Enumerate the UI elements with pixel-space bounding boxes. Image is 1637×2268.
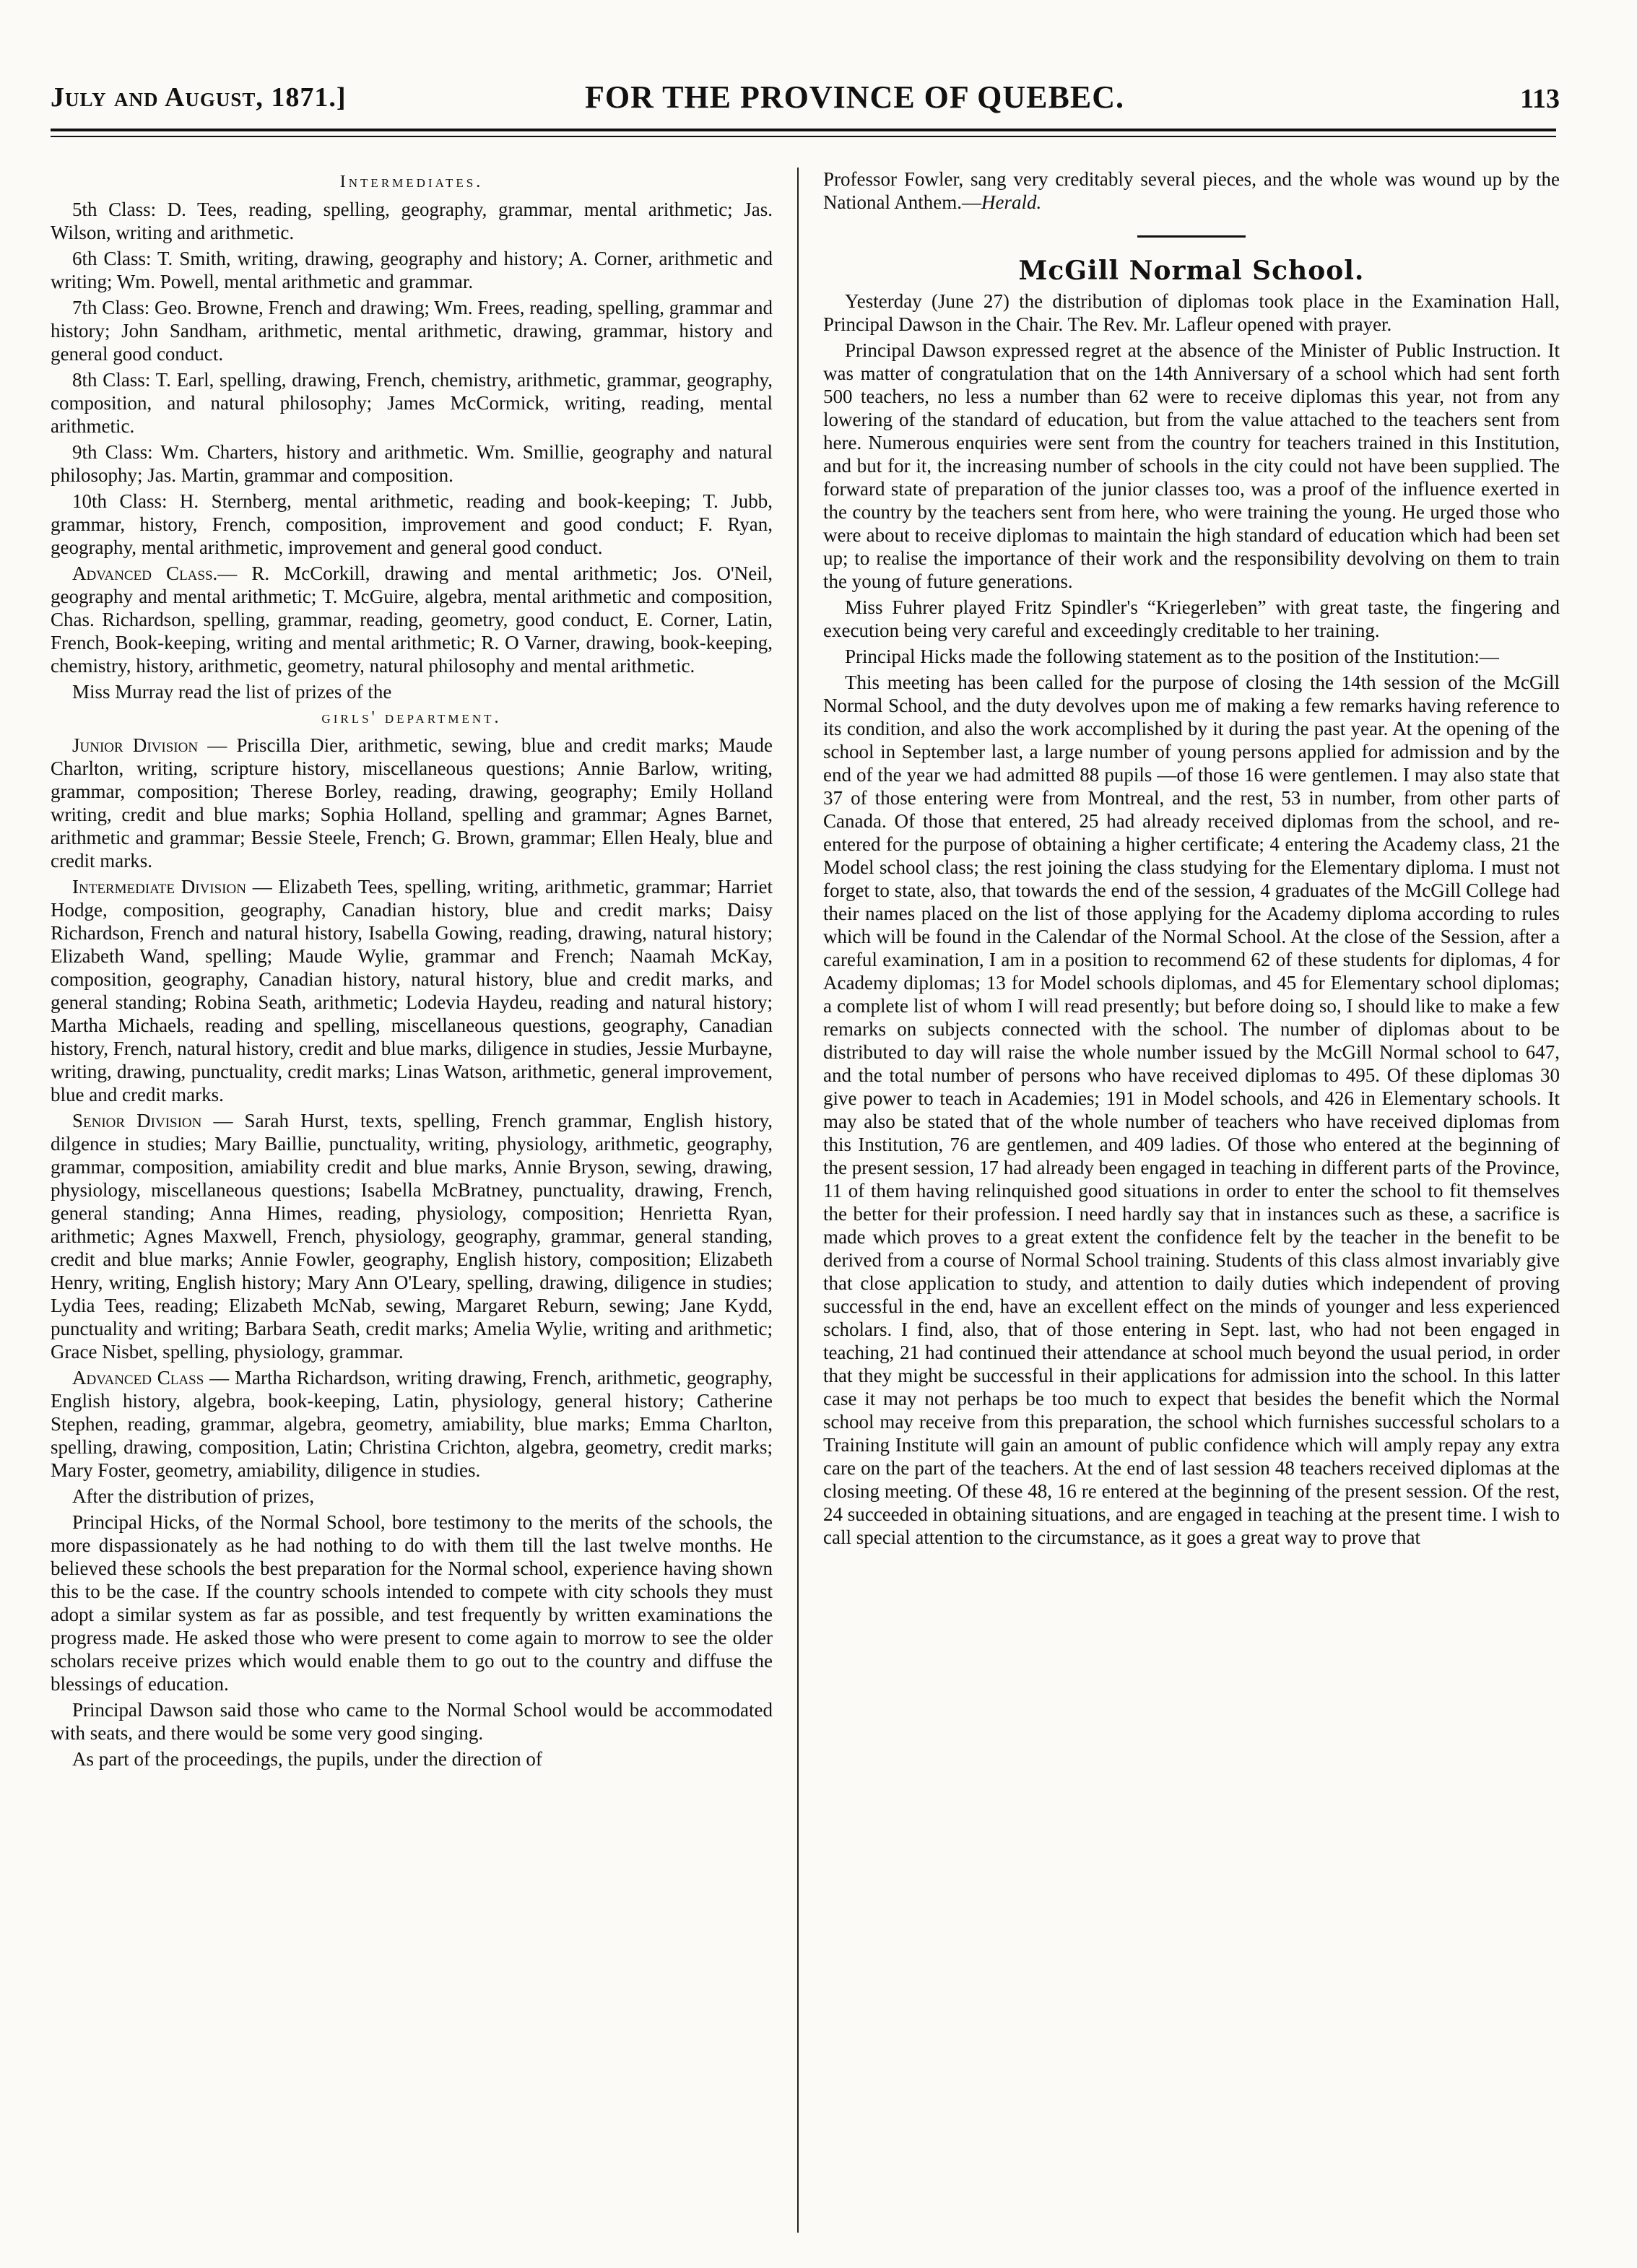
paragraph: 9th Class: Wm. Charters, history and arithmetic. Wm. Smillie, geography and natural philosophy; Jas. Martin, grammar and composition. bbox=[51, 441, 773, 486]
paragraph-lead: Advanced Class. bbox=[72, 562, 218, 584]
paragraph: 5th Class: D. Tees, reading, spelling, geography, grammar, mental arithmetic; Jas. Wilson, writing and arithmetic. bbox=[51, 199, 773, 243]
paragraph bbox=[51, 875, 773, 1106]
paragraph: Principal Hicks made the following statement as to the position of the Institution:— bbox=[845, 646, 1499, 667]
paragraph bbox=[823, 168, 1560, 214]
paragraph: This meeting has been called for the purpose of closing the 14th session of the McGill Normal School, and the duty devolves upon me of making a few remarks having reference to its condition, and also the work accomplished by it during the past year. At the opening of the school in September last, a large number of young persons applied for admission and by the end of the year we had admitted 88 pupils —of those 16 were gentlemen. I may also state that 37 of those entering were from Montreal, and the rest, 53 in number, from other parts of Canada. Of those that entered, 25 had already received diplomas from the school, and re-entered for the purpose of obtaining a higher certificate; 4 entering the Academy class, 21 the Model school class; the rest joining the class studying for the Elementary diploma. I must not forget to state, also, that towards the end of the session, 4 graduates of the McGill College had their names placed on the list of those applying for the Academy diploma according to rules which will be found in the Calendar of the Normal School. At the close of the Session, after a careful examination, I am in a position to recommend 62 of these students for diplomas, 4 for Academy diplomas; 13 for Model schools diplomas, and 45 for Elementary school diplomas; a complete list of whom I will read presently; but before doing so, I should like to make a few remarks on subjects connected with the school. The number of diplomas about to be distributed to day will raise the whole number issued by the McGill Normal school to 647, and the total number of persons who have received diplomas to 495. Of these diplomas 30 give power to teach in Academies; 191 in Model schools, and 426 in Elementary schools. It may also be stated that of the whole number of teachers who have received diplomas from this Institution, 76 are gentlemen, and 409 ladies. Of those who entered at the beginning of the present session, 17 had already been engaged in teaching in different parts of the Province, 11 of them having relinquished good situations in order to enter the school to fit themselves the better for their profession. I need hardly say that in instances such as these, a sacrifice is made which proves to a great extent the confidence felt by the teacher in the benefit to be derived from a course of Normal School training. Students of this class almost invariably give that close application to study, and attention to daily duties which independent of proving successful in the end, have an excellent effect on the minds of younger and less experienced scholars. I find, also, that of those entering in Sept. last, who had not been engaged in teaching, 21 had continued their attendance at school much beyond the usual period, in order that they might be successful in their applications for admission into the school. In this latter case it may not perhaps be too much to expect that besides the benefit which the Normal school may receive from this preparation, the school which furnishes successful scholars to a Training Institute will gain an amount of public confidence which will amply repay any extra care on the part of the teachers. At the end of last session 48 teachers received diplomas at the closing meeting. Of these 48, 16 re entered at the beginning of the present session. Of the rest, 24 succeeded in obtaining situations, and are engaged in teaching at the present time. I wish to call special attention to the circumstance, as it goes a great way to prove that bbox=[823, 672, 1560, 1548]
running-title: FOR THE PROVINCE OF QUEBEC. bbox=[585, 79, 1124, 115]
paragraph-text: — Sarah Hurst, texts, spelling, French grammar, English history, dilgence in studies; Mary Baillie, punctuality, writing, physiology, arithmetic, geography, grammar, composition, amiability credit and blue marks, Annie Bryson, sewing, drawing, physiology, miscellaneous questions; Isabella McBratney, punctuality, drawing, French, general standing; Anna Himes, reading, physiology, composition; Henrietta Ryan, arithmetic; Agnes Maxwell, French, physiology, geography, grammar, general standing, credit and blue marks; Annie Fowler, geography, English history, composition; Elizabeth Henry, writing, English history; Mary Ann O'Leary, spelling, drawing, diligence in studies; Lydia Tees, reading; Elizabeth McNab, sewing, Margaret Reburn, sewing; Jane Kydd, punctuality and writing; Barbara Seath, credit marks; Amelia Wylie, writing and arithmetic; Grace Nisbet, spelling, physiology, grammar. bbox=[51, 1110, 773, 1363]
paragraph-text: — Elizabeth Tees, spelling, writing, arithmetic, grammar; Harriet Hodge, composition, geography, Canadian history, blue and credit marks; Daisy Richardson, French and natural history, Isabella Gowing, reading, drawing, natural history; Elizabeth Wand, spelling; Maude Wylie, grammar and French; Naamah McKay, composition, geography, Canadian history, natural history, blue and credit marks, and general standing; Robina Seath, arithmetic; Lodevia Haydeu, reading and natural history; Martha Michaels, reading and spelling, miscellaneous questions, geography, Canadian history, French, natural history, credit and blue marks, diligence in studies, Jessie Murbayne, writing, drawing, punctuality, credit marks; Linas Watson, arithmetic, general improvement, blue and credit marks. bbox=[51, 876, 773, 1105]
paragraph-text: Professor Fowler, sang very creditably several pieces, and the whole was wound up by the National Anthem.— bbox=[823, 168, 1560, 213]
paragraph: 8th Class: T. Earl, spelling, drawing, French, chemistry, arithmetic, grammar, geography, composition, and natural philosophy; James McCormick, writing, reading, mental arithmetic. bbox=[51, 369, 773, 437]
paragraph-lead: Intermediate Division bbox=[72, 876, 246, 898]
right-column bbox=[823, 168, 1560, 2233]
article-separator-rule bbox=[1137, 235, 1246, 238]
section-heading-girls-department: girls' department. bbox=[321, 708, 502, 727]
paragraph-lead: Advanced Class bbox=[72, 1367, 204, 1389]
header-rule-thin bbox=[51, 136, 1556, 137]
paragraph-lead: Senior Division bbox=[72, 1110, 202, 1131]
article-title: McGill Normal School. bbox=[1018, 256, 1365, 286]
paragraph bbox=[51, 1109, 773, 1363]
page-number: 113 bbox=[1520, 84, 1560, 114]
left-column bbox=[51, 168, 773, 2233]
paragraph bbox=[51, 562, 773, 677]
paragraph: 10th Class: H. Sternberg, mental arithmetic, reading and book-keeping; T. Jubb, grammar, history, French, composition, improvement and good conduct; F. Ryan, geography, mental arithmetic, improvement and general good conduct. bbox=[51, 490, 773, 558]
paragraph: Yesterday (June 27) the distribution of diplomas took place in the Examination Hall, Principal Dawson in the Chair. The Rev. Mr. Lafleur opened with prayer. bbox=[823, 290, 1560, 335]
paragraph-text: — Martha Richardson, writing drawing, French, arithmetic, geography, English history, algebra, book-keeping, Latin, physiology, general history; Catherine Stephen, reading, grammar, algebra, geometry, amiability, blue marks; Emma Charlton, spelling, drawing, composition, Latin; Christina Crichton, algebra, geometry, credit marks; Mary Foster, geometry, amiability, diligence in studies. bbox=[51, 1367, 773, 1481]
paragraph: Miss Fuhrer played Fritz Spindler's “Kriegerleben” with great taste, the fingering and execution being very careful and exceedingly creditable to her training. bbox=[823, 596, 1560, 641]
paragraph-text: — R. McCorkill, drawing and mental arithmetic; Jos. O'Neil, geography and mental arithmetic; T. McGuire, algebra, mental arithmetic and composition, Chas. Richardson, spelling, grammar, reading, geometry, good conduct, E. Corner, Latin, French, Book-keeping, writing and mental arithmetic; R. O Varner, drawing, book-keeping, chemistry, history, arithmetic, geometry, natural philosophy and mental arithmetic. bbox=[51, 562, 773, 677]
source-attribution: Herald. bbox=[981, 191, 1042, 213]
paragraph: 6th Class: T. Smith, writing, drawing, geography and history; A. Corner, arithmetic and writing; Wm. Powell, mental arithmetic and grammar. bbox=[51, 248, 773, 292]
paragraph bbox=[51, 1366, 773, 1482]
header-rule-thick bbox=[51, 129, 1556, 131]
paragraph bbox=[51, 734, 773, 872]
issue-date: July and August, 1871.] bbox=[51, 82, 347, 113]
paragraph: Miss Murray read the list of prizes of the bbox=[72, 681, 392, 703]
paragraph: As part of the proceedings, the pupils, under the direction of bbox=[72, 1748, 542, 1770]
paragraph: 7th Class: Geo. Browne, French and drawing; Wm. Frees, reading, spelling, grammar and history; John Sandham, arithmetic, mental arithmetic, drawing, grammar, history and general good conduct. bbox=[51, 297, 773, 365]
paragraph: Principal Dawson said those who came to the Normal School would be accommodated with seats, and there would be some very good singing. bbox=[51, 1699, 773, 1744]
paragraph-lead: Junior Division bbox=[72, 734, 199, 756]
section-heading-intermediates: Intermediates. bbox=[339, 173, 484, 191]
page-header bbox=[51, 76, 1560, 126]
paragraph: Principal Hicks, of the Normal School, bore testimony to the merits of the schools, the more dispassionately as he had nothing to do with them till the last twelve months. He believed these schools the best preparation for the Normal school, experience having shown this to be the case. If the country schools intended to compete with city schools they must adopt a similar system as far as possible, and test frequently by written examinations the progress made. He asked those who were present to come again to morrow to see the older scholars receive prizes which would enable them to go out to the country and diffuse the blessings of education. bbox=[51, 1511, 773, 1695]
paragraph: Principal Dawson expressed regret at the absence of the Minister of Public Instruction. It was matter of congratulation that on the 14th Anniversary of a school which had sent forth 500 teachers, no less a number than 62 were to receive diplomas this year, not from any lowering of the standard of education, but from the value attached to the teachers sent from here. Numerous enquiries were sent from the country for teachers trained in this Institution, and but for it, the increasing number of schools in the city could not have been supplied. The forward state of preparation of the junior classes too, was a proof of the influence exerted in the country by the teachers sent from here, who were training the young. He urged those who were about to receive diplomas to maintain the high standard of education which had been set up; to realise the importance of their work and the responsibility devolving on them to train the young of future generations. bbox=[823, 339, 1560, 592]
column-divider bbox=[797, 168, 799, 2233]
paragraph-text: — Priscilla Dier, arithmetic, sewing, blue and credit marks; Maude Charlton, writing, scripture history, miscellaneous questions; Annie Barlow, writing, grammar, composition; Therese Borley, reading, drawing, geography; Emily Holland writing, credit and blue marks; Sophia Holland, spelling and grammar; Agnes Barnet, arithmetic and grammar; Bessie Steele, French; G. Brown, grammar; Ellen Healy, blue and credit marks. bbox=[51, 734, 773, 872]
paragraph: After the distribution of prizes, bbox=[72, 1485, 315, 1507]
